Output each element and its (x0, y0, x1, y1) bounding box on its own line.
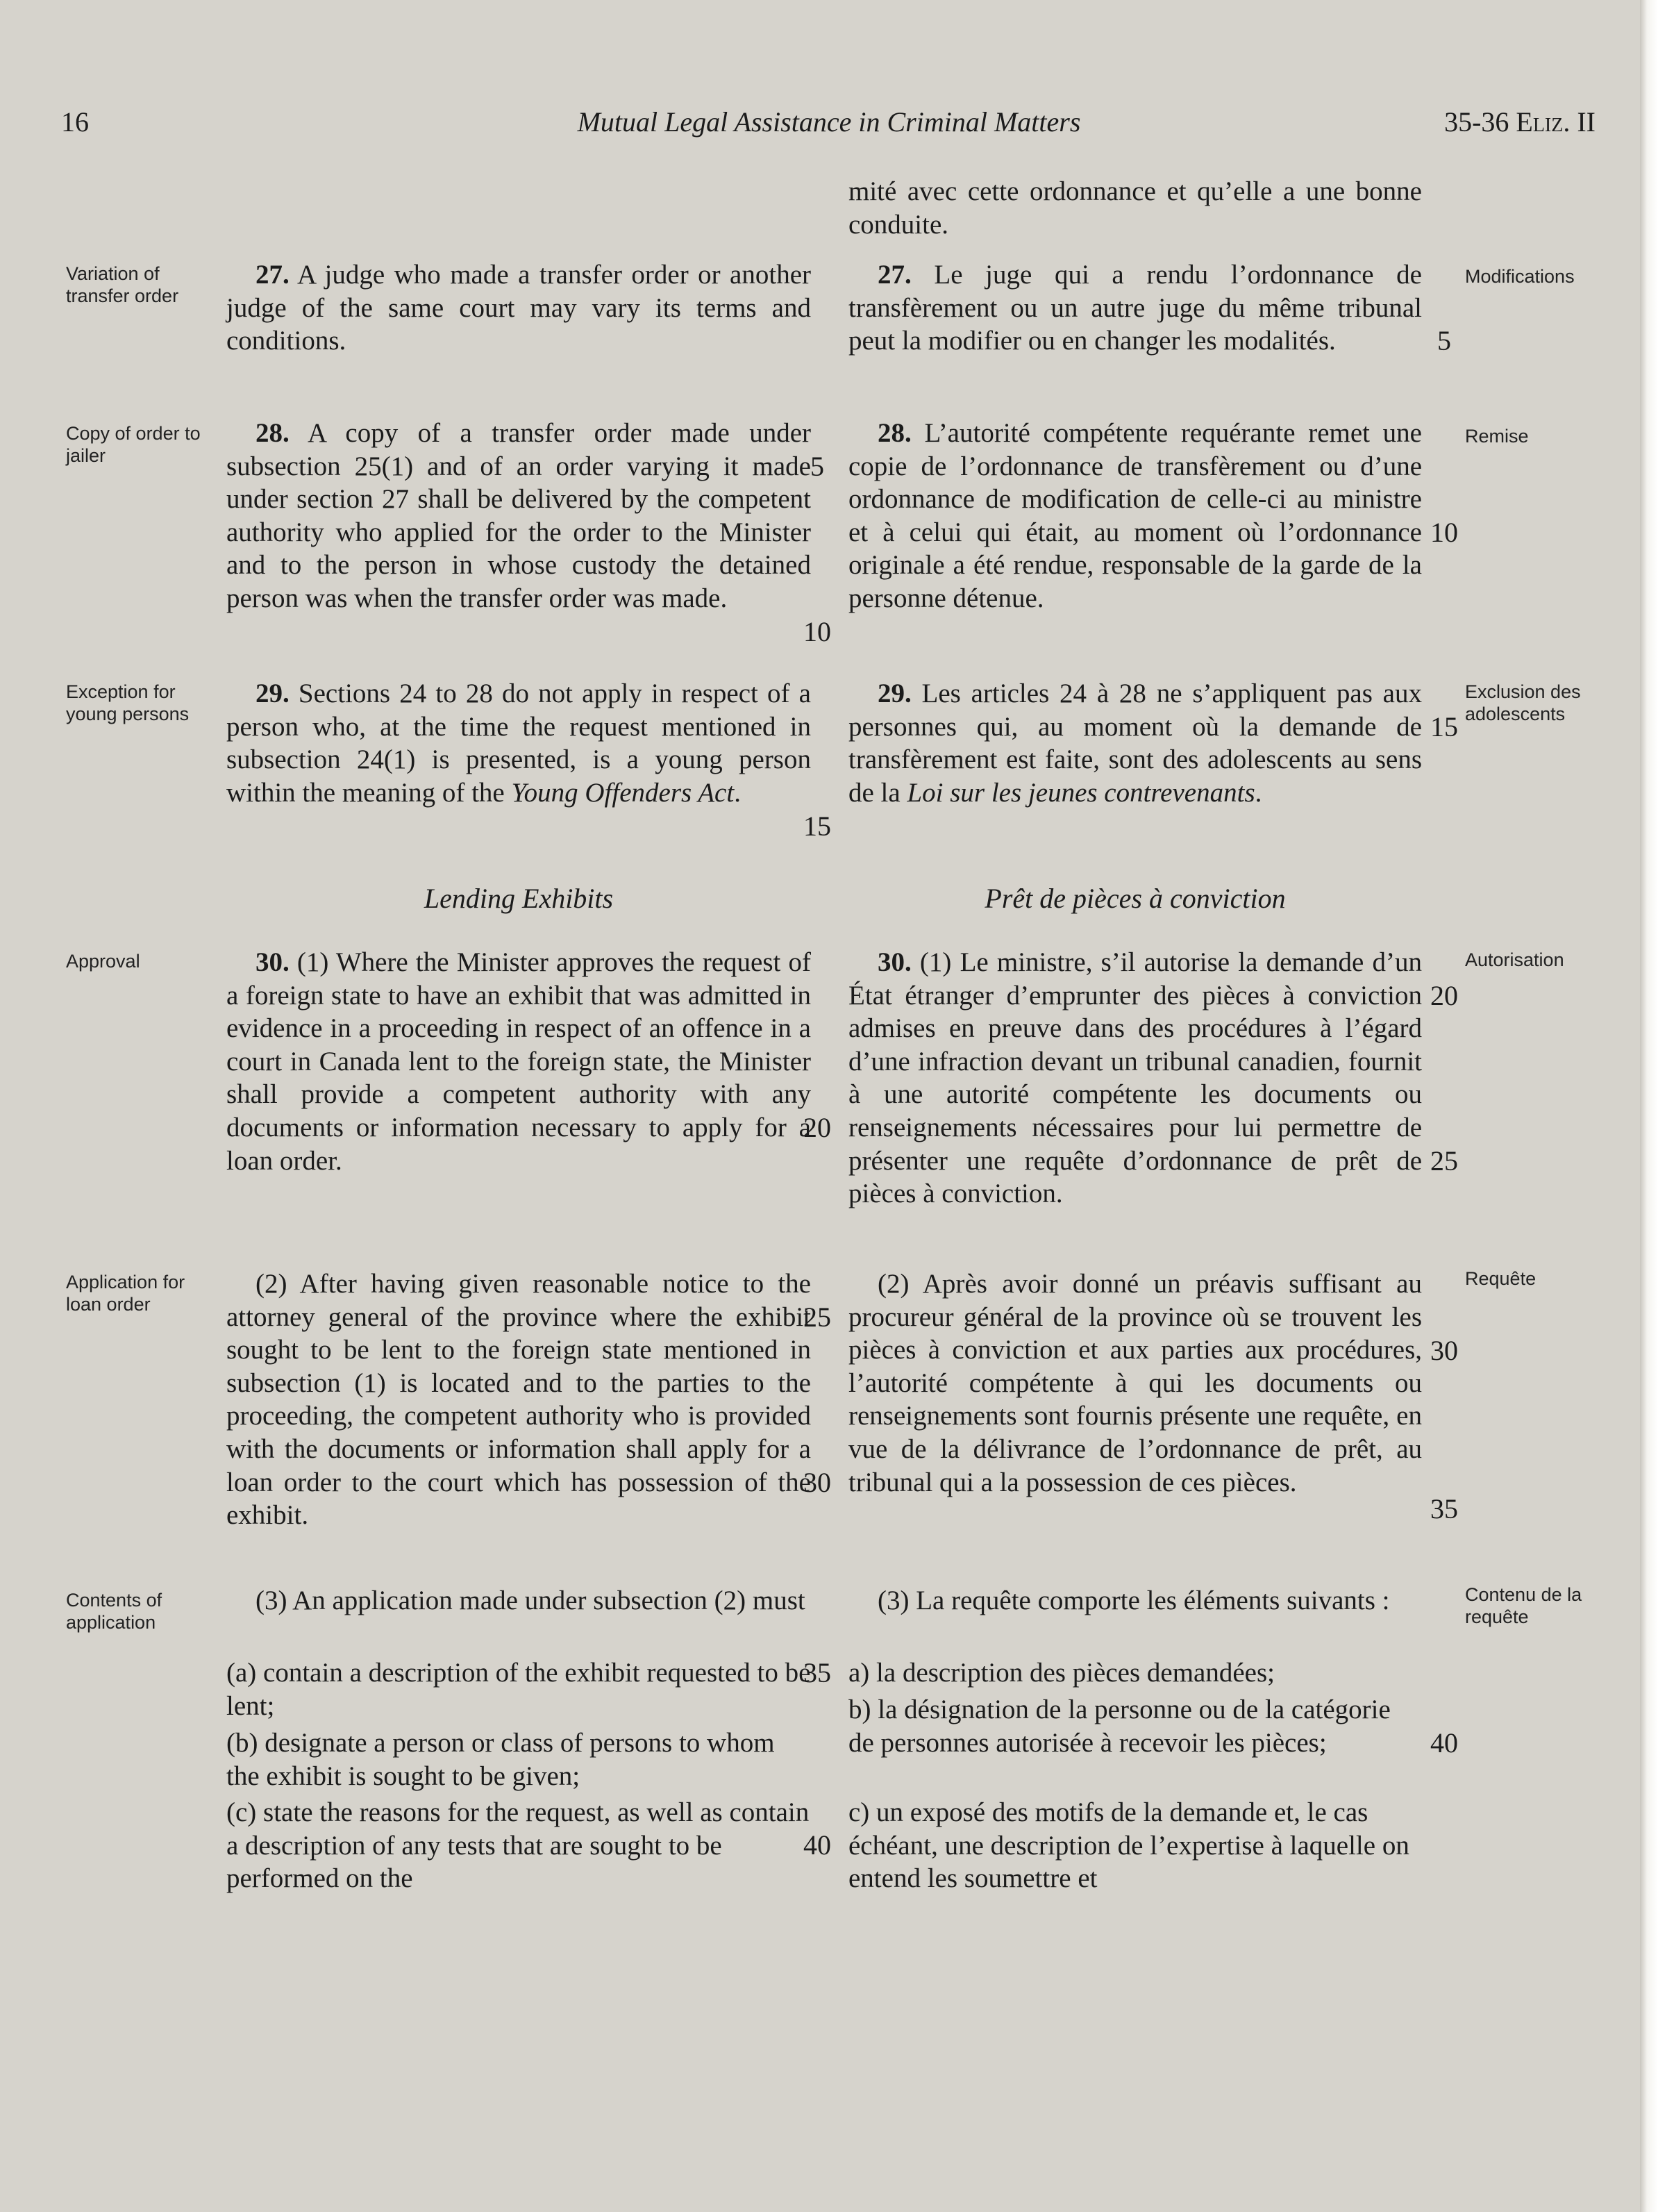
regnal-year: 35-36 Eliz. II (1444, 106, 1596, 138)
line-number: 30 (1430, 1335, 1458, 1366)
page-header (0, 106, 1658, 147)
line-number: 5 (810, 451, 824, 482)
margin-note-exclusion-adolescents: Exclusion des adolescents (1465, 681, 1581, 724)
paragraph-c-en: (c) state the reasons for the request, as well as contain a description of any tests that are sought to be performed on the (226, 1797, 810, 1894)
section-27-en: 27. A judge who made a transfer order or another judge of the same court may vary its terms and conditions. (226, 260, 811, 356)
paragraph-c-fr: c) un exposé des motifs de la demande et, le cas échéant, une description de l’expertise à laquelle on entend les soumettre et (848, 1797, 1409, 1894)
line-number: 30 (803, 1467, 831, 1498)
paragraph-a-en: (a) contain a description of the exhibit requested to be lent; (226, 1658, 811, 1721)
margin-note-contenu-requete: Contenu de la requête (1465, 1584, 1582, 1627)
line-number: 25 (1430, 1145, 1458, 1176)
section-30-1-fr: 30. (1) Le ministre, s’il autorise la demande d’un État étranger d’emprunter des pièces à conviction admises en preuve dans des procédures à l’égard d’une infraction devant un tribunal canadien, fournit à une autorité compétente les documents ou renseignements nécessaires pour lui permettre de présenter une requête d’ordonnance de prêt de pièces à conviction. (848, 947, 1422, 1209)
margin-note-approval: Approval (66, 951, 140, 972)
margin-note-application-loan-order: Application for loan order (66, 1272, 185, 1315)
section-28-en: 28. A copy of a transfer order made under subsection 25(1) and of an order varying it made under section 27 shall be delivered by the competent authority who applied for the order to the Minister and to the person in whose custody the detained person was when the transfer order was made. (226, 418, 811, 613)
line-number: 10 (803, 616, 831, 647)
heading-lending-exhibits: Lending Exhibits (424, 883, 614, 914)
section-30-2-en: (2) After having given reasonable notice to the attorney general of the province where the exhibit sought to be lent to the foreign state mentioned in subsection (1) is located and to the parties to the proceeding, the competent authority who is provided with the documents or information shall apply for a loan order to the court which has possession of the exhibit. (226, 1269, 811, 1531)
line-number: 40 (1430, 1727, 1458, 1758)
section-30-1-en: 30. (1) Where the Minister approves the request of a foreign state to have an exhibit that was admitted in evidence in a proceeding in respect of an offence in a court in Canada lent to the foreign state, the Minister shall provide a competent authority with any documents or information necessary to apply for a loan order. (226, 947, 811, 1176)
running-title: Mutual Legal Assistance in Criminal Matters (577, 106, 1081, 138)
page-edge (1640, 0, 1658, 2212)
section-30-2-fr: (2) Après avoir donné un préavis suffisant au procureur général de la province où se trouvent les pièces à conviction et aux parties aux procédures, l’autorité compétente à qui les documents ou renseignements sont fournis présente une requête, en vue de la délivrance de l’ordonnance de prêt, au tribunal qui a la possession de ces pièces. (848, 1269, 1422, 1497)
heading-pret-de-pieces: Prêt de pièces à conviction (985, 883, 1286, 914)
section-30-3-en: (3) An application made under subsection (2) must (256, 1586, 805, 1615)
line-number: 15 (1430, 711, 1458, 742)
margin-note-copy-of-order: Copy of order to jailer (66, 423, 201, 466)
line-number: 25 (803, 1302, 831, 1333)
margin-note-remise: Remise (1465, 426, 1529, 447)
line-number: 10 (1430, 517, 1458, 548)
paragraph-a-fr: a) la description des pièces demandées; (848, 1658, 1275, 1688)
line-number: 35 (1430, 1493, 1458, 1524)
section-29-en: 29. Sections 24 to 28 do not apply in respect of a person who, at the time the request mentioned in subsection 24(1) is presented, is a young person within the meaning of the Young Offenders Act. (226, 679, 811, 808)
margin-note-exception-young-persons: Exception for young persons (66, 681, 190, 724)
line-number: 15 (803, 810, 831, 842)
margin-note-contents-of-application: Contents of application (66, 1590, 162, 1633)
section-27-fr: 27. Le juge qui a rendu l’ordonnance de transfèrement ou un autre juge du même tribunal peut la modifier ou en changer les modalités. (848, 260, 1422, 356)
line-number: 35 (803, 1657, 831, 1688)
line-number: 5 (1437, 325, 1451, 356)
margin-note-requete: Requête (1465, 1268, 1536, 1289)
paragraph-b-en: (b) designate a person or class of persons to whom the exhibit is sought to be given; (226, 1728, 775, 1791)
section-29-fr: 29. Les articles 24 à 28 ne s’appliquent pas aux personnes qui, au moment où la demande de transfèrement est faite, sont des adolescents au sens de la Loi sur les jeunes contrevenants. (848, 679, 1422, 808)
line-number: 40 (803, 1829, 831, 1861)
section-28-fr: 28. L’autorité compétente requérante remet une copie de l’ordonnance de transfèrement ou d’une ordonnance de modification de celle-ci au ministre et à celui qui était, au moment où l’ordonnance originale a été rendue, responsable de la garde de la personne détenue. (848, 418, 1422, 613)
line-number: 20 (803, 1112, 831, 1143)
margin-note-variation-of-transfer-order: Variation of transfer order (66, 263, 179, 306)
section-30-3-fr: (3) La requête comporte les éléments suivants : (878, 1586, 1390, 1615)
fr-carryover-text: mité avec cette ordonnance et qu’elle a une bonne conduite. (848, 176, 1422, 240)
margin-note-autorisation: Autorisation (1465, 949, 1564, 970)
margin-note-modifications: Modifications (1465, 266, 1575, 287)
paragraph-b-fr: b) la désignation de la personne ou de la catégorie de personnes autorisée à recevoir les pièces; (848, 1695, 1391, 1758)
line-number: 20 (1430, 980, 1458, 1011)
page-number: 16 (61, 106, 89, 138)
